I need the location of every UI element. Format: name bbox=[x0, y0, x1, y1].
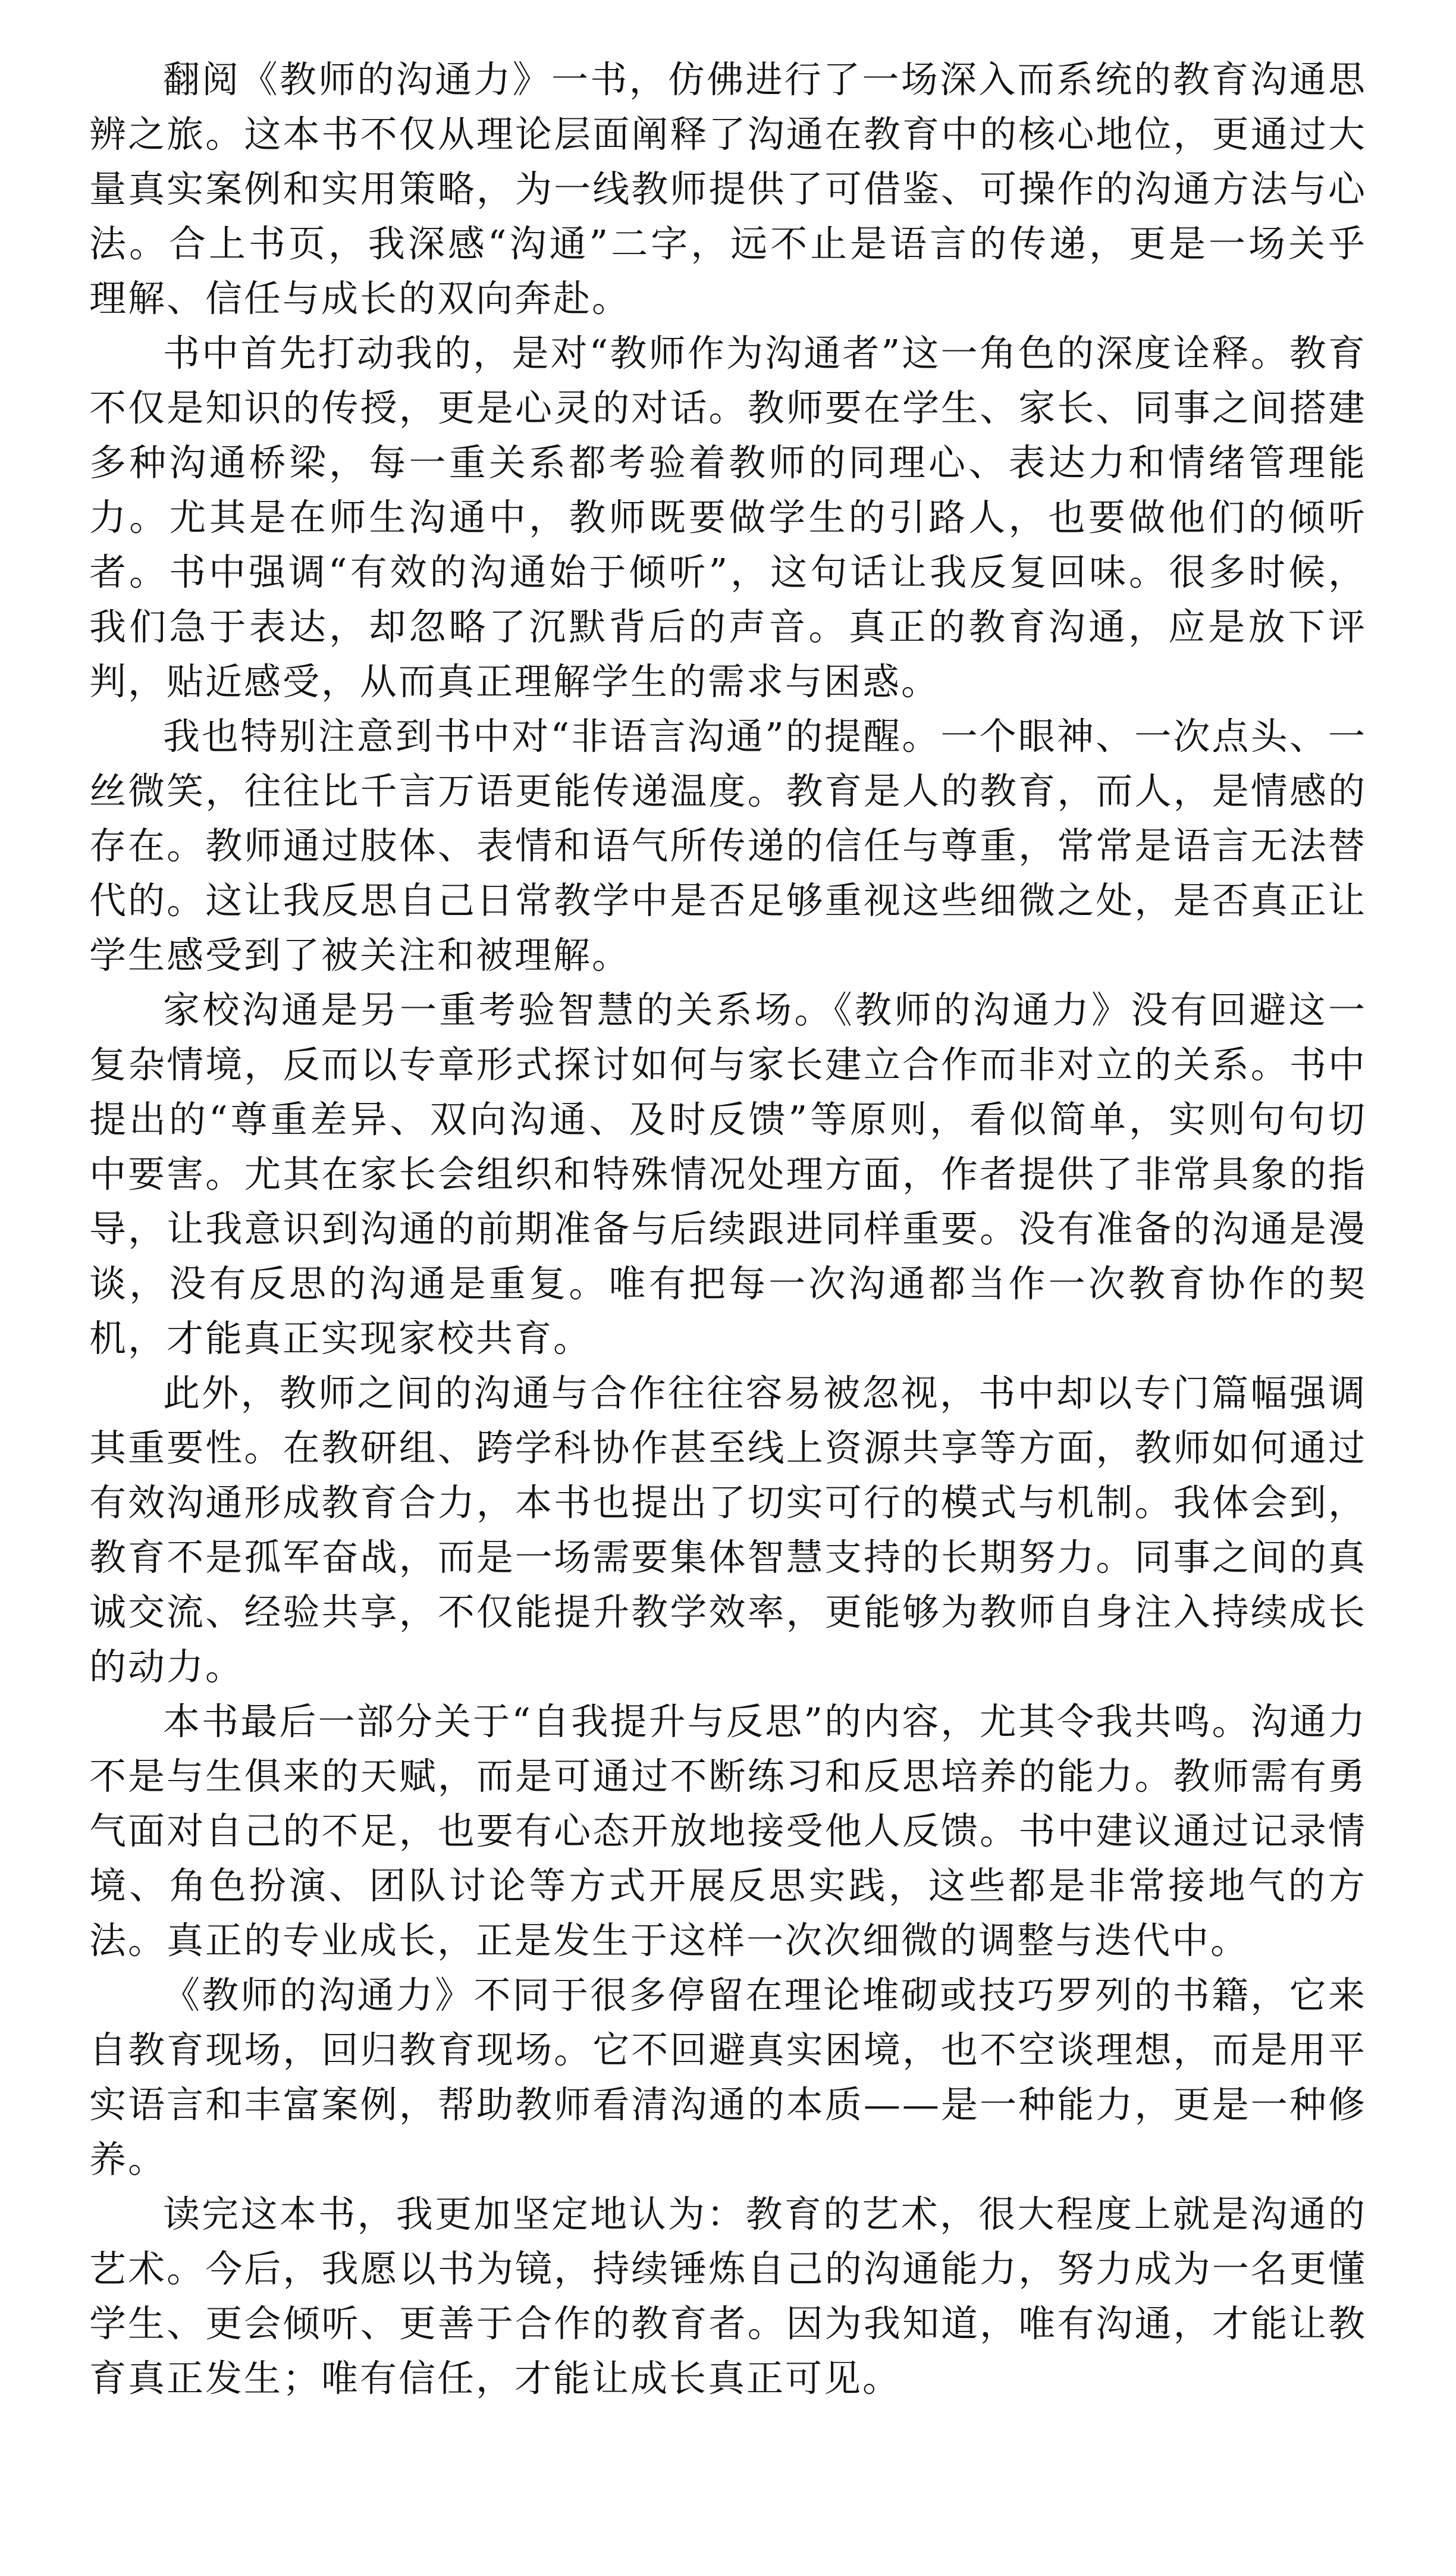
article-body bbox=[89, 52, 1367, 2406]
paragraph-2: 书中首先打动我的，是对“教师作为沟通者”这一角色的深度诠释。教育不仅是知识的传授，更是心灵的对话。教师要在学生、家长、同事之间搭建多种沟通桥梁，每一重关系都考验着教师的同理心、表达力和情绪管理能力。尤其是在师生沟通中，教师既要做学生的引路人，也要做他们的倾听者。书中强调“有效的沟通始于倾听”，这句话让我反复回味。很多时候，我们急于表达，却忽略了沉默背后的声音。真正的教育沟通，应是放下评判，贴近感受，从而真正理解学生的需求与困惑。 bbox=[89, 331, 1367, 703]
paragraph-1: 翻阅《教师的沟通力》一书，仿佛进行了一场深入而系统的教育沟通思辨之旅。这本书不仅从理论层面阐释了沟通在教育中的核心地位，更通过大量真实案例和实用策略，为一线教师提供了可借鉴、可操作的沟通方法与心法。合上书页，我深感“沟通”二字，远不止是语言的传递，更是一场关乎理解、信任与成长的双向奔赴。 bbox=[89, 58, 1367, 320]
paragraph-7: 《教师的沟通力》不同于很多停留在理论堆砌或技巧罗列的书籍，它来自教育现场，回归教育现场。它不回避真实困境，也不空谈理想，而是用平实语言和丰富案例，帮助教师看清沟通的本质——是一种能力，更是一种修养。 bbox=[89, 1973, 1367, 2181]
paragraph-5: 此外，教师之间的沟通与合作往往容易被忽视，书中却以专门篇幅强调其重要性。在教研组、跨学科协作甚至线上资源共享等方面，教师如何通过有效沟通形成教育合力，本书也提出了切实可行的模式与机制。我体会到，教育不是孤军奋战，而是一场需要集体智慧支持的长期努力。同事之间的真诚交流、经验共享，不仅能提升教学效率，更能够为教师自身注入持续成长的动力。 bbox=[89, 1371, 1367, 1688]
paragraph-8: 读完这本书，我更加坚定地认为：教育的艺术，很大程度上就是沟通的艺术。今后，我愿以书为镜，持续锤炼自己的沟通能力，努力成为一名更懂学生、更会倾听、更善于合作的教育者。因为我知道，唯有沟通，才能让教育真正发生；唯有信任，才能让成长真正可见。 bbox=[89, 2192, 1367, 2400]
paragraph-4: 家校沟通是另一重考验智慧的关系场。《教师的沟通力》没有回避这一复杂情境，反而以专章形式探讨如何与家长建立合作而非对立的关系。书中提出的“尊重差异、双向沟通、及时反馈”等原则，看似简单，实则句句切中要害。尤其在家长会组织和特殊情况处理方面，作者提供了非常具象的指导，让我意识到沟通的前期准备与后续跟进同样重要。没有准备的沟通是漫谈，没有反思的沟通是重复。唯有把每一次沟通都当作一次教育协作的契机，才能真正实现家校共育。 bbox=[89, 988, 1367, 1360]
paragraph-6: 本书最后一部分关于“自我提升与反思”的内容，尤其令我共鸣。沟通力不是与生俱来的天赋，而是可通过不断练习和反思培养的能力。教师需有勇气面对自己的不足，也要有心态开放地接受他人反馈。书中建议通过记录情境、角色扮演、团队讨论等方式开展反思实践，这些都是非常接地气的方法。真正的专业成长，正是发生于这样一次次细微的调整与迭代中。 bbox=[89, 1700, 1367, 1962]
paragraph-3: 我也特别注意到书中对“非语言沟通”的提醒。一个眼神、一次点头、一丝微笑，往往比千言万语更能传递温度。教育是人的教育，而人，是情感的存在。教师通过肢体、表情和语气所传递的信任与尊重，常常是语言无法替代的。这让我反思自己日常教学中是否足够重视这些细微之处，是否真正让学生感受到了被关注和被理解。 bbox=[89, 714, 1367, 977]
